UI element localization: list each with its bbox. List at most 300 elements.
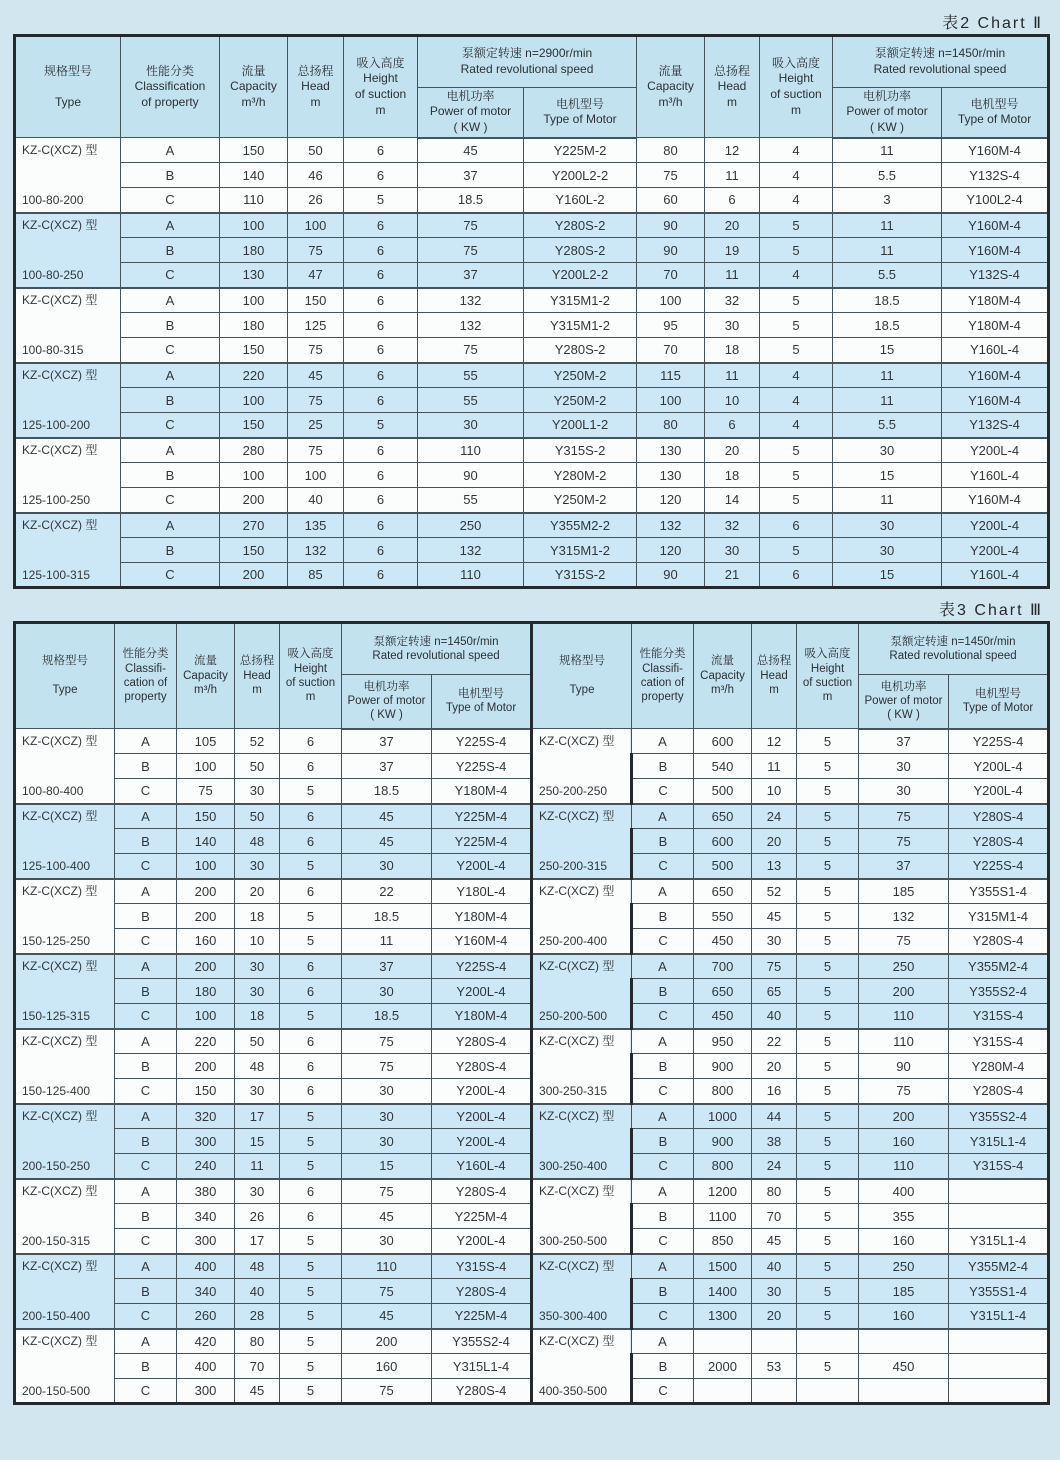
class-cell: A <box>632 1029 694 1054</box>
class-cell: B <box>632 979 694 1004</box>
spec-cell: 30 <box>342 1104 432 1129</box>
pump-model-line: 100-80-315 <box>22 342 84 357</box>
pump-model-cell <box>15 1179 115 1254</box>
spec-cell: Y160M-4 <box>942 363 1049 388</box>
class-cell: C <box>121 188 220 213</box>
spec-cell: Y200L-4 <box>942 538 1049 563</box>
class-cell: A <box>632 954 694 979</box>
spec-cell: 5 <box>797 1179 859 1204</box>
spec-cell: 22 <box>342 879 432 904</box>
spec-cell: 30 <box>235 954 280 979</box>
class-cell: C <box>121 563 220 588</box>
spec-cell: 6 <box>344 263 418 288</box>
spec-cell: 450 <box>694 1004 752 1029</box>
header-rated-speed-1450: 泵额定转速 n=1450r/min Rated revolutional speed <box>859 623 1049 675</box>
spec-cell: 150 <box>220 538 288 563</box>
spec-cell: Y225M-4 <box>432 804 532 829</box>
class-cell: B <box>115 904 177 929</box>
header-suction-height: 吸入高度 Height of suction m <box>280 623 342 729</box>
class-cell: A <box>121 213 220 238</box>
spec-cell: 30 <box>752 929 797 954</box>
spec-cell: 6 <box>344 313 418 338</box>
header-motor-type: 电机型号 Type of Motor <box>524 88 637 138</box>
spec-cell: Y180M-4 <box>432 779 532 804</box>
header-rated-speed-1450: 泵额定转速 n=1450r/min Rated revolutional speed <box>342 623 532 675</box>
spec-row <box>15 1029 1049 1054</box>
spec-cell: 20 <box>235 879 280 904</box>
spec-cell: 32 <box>705 288 760 313</box>
pump-model-line: 200-150-315 <box>22 1233 91 1248</box>
spec-cell: 6 <box>344 388 418 413</box>
spec-row <box>15 513 1049 538</box>
spec-cell: Y200L-4 <box>432 1229 532 1254</box>
spec-cell: 45 <box>752 904 797 929</box>
spec-cell: 180 <box>177 979 235 1004</box>
spec-cell: 100 <box>220 463 288 488</box>
spec-cell: 185 <box>859 879 949 904</box>
spec-cell: 150 <box>177 804 235 829</box>
spec-cell: 850 <box>694 1229 752 1254</box>
spec-cell: Y355S2-4 <box>949 1104 1049 1129</box>
spec-cell: 200 <box>177 904 235 929</box>
spec-cell: 22 <box>752 1029 797 1054</box>
spec-row <box>15 1254 1049 1279</box>
spec-cell: 75 <box>859 804 949 829</box>
spec-cell: 30 <box>833 538 942 563</box>
spec-cell: 132 <box>418 538 524 563</box>
spec-cell <box>949 1379 1049 1404</box>
spec-cell: 30 <box>705 538 760 563</box>
pump-model-line: KZ-C(XCZ) 型 <box>539 733 615 748</box>
spec-cell: Y225S-4 <box>949 729 1049 754</box>
spec-cell <box>752 1379 797 1404</box>
spec-row <box>15 263 1049 288</box>
spec-cell: Y355M2-4 <box>949 1254 1049 1279</box>
spec-cell: 650 <box>694 879 752 904</box>
spec-cell: 5 <box>280 1329 342 1354</box>
spec-cell: Y315M1-4 <box>949 904 1049 929</box>
spec-cell: 18 <box>705 338 760 363</box>
pump-model-line: 125-100-200 <box>22 417 91 432</box>
spec-cell: 540 <box>694 754 752 779</box>
spec-cell: 50 <box>235 1029 280 1054</box>
spec-cell: Y200L2-2 <box>524 263 637 288</box>
spec-cell: 37 <box>342 954 432 979</box>
spec-cell: 75 <box>859 929 949 954</box>
spec-cell: Y280S-4 <box>949 1079 1049 1104</box>
spec-row <box>15 488 1049 513</box>
spec-cell: 70 <box>752 1204 797 1229</box>
spec-row <box>15 363 1049 388</box>
spec-cell: 5.5 <box>833 413 942 438</box>
spec-cell: 5 <box>760 288 833 313</box>
class-cell: B <box>115 754 177 779</box>
class-cell: A <box>115 954 177 979</box>
pump-model-line: 300-250-400 <box>539 1158 608 1173</box>
spec-row <box>15 729 1049 754</box>
class-cell: B <box>115 1204 177 1229</box>
spec-cell: 17 <box>235 1104 280 1129</box>
pump-model-line: KZ-C(XCZ) 型 <box>22 1034 98 1048</box>
spec-cell: 55 <box>418 363 524 388</box>
pump-model-line: KZ-C(XCZ) 型 <box>22 293 98 307</box>
spec-cell: 5 <box>280 1254 342 1279</box>
spec-cell: 5 <box>280 904 342 929</box>
spec-cell: 75 <box>418 338 524 363</box>
pump-model-line: 200-150-250 <box>22 1158 91 1173</box>
spec-cell: 185 <box>859 1279 949 1304</box>
spec-cell: 5 <box>797 829 859 854</box>
pump-model-cell <box>15 288 121 363</box>
spec-cell: 500 <box>694 854 752 879</box>
pump-model-cell <box>15 213 121 288</box>
pump-model-line: 150-125-315 <box>22 1008 91 1023</box>
spec-cell: Y315M1-2 <box>524 288 637 313</box>
spec-cell: Y200L-4 <box>949 779 1049 804</box>
pump-model-cell <box>532 954 632 1029</box>
header-rated-speed-2900: 泵额定转速 n=2900r/min Rated revolutional speed <box>418 36 637 88</box>
spec-cell: 75 <box>288 438 344 463</box>
spec-cell: 6 <box>280 979 342 1004</box>
header-motor-power: 电机功率 Power of motor ( KW ) <box>418 88 524 138</box>
spec-cell: 75 <box>752 954 797 979</box>
spec-cell: Y315L1-4 <box>949 1304 1049 1329</box>
spec-cell: 15 <box>235 1129 280 1154</box>
spec-cell: Y315L1-4 <box>949 1229 1049 1254</box>
spec-cell: Y180L-4 <box>432 879 532 904</box>
spec-cell: Y315S-4 <box>432 1254 532 1279</box>
spec-cell: 11 <box>833 363 942 388</box>
spec-cell: 5 <box>280 779 342 804</box>
spec-cell: 6 <box>344 488 418 513</box>
class-cell: B <box>632 904 694 929</box>
class-cell: A <box>115 1254 177 1279</box>
spec-cell: 15 <box>342 1154 432 1179</box>
spec-cell: 30 <box>235 1079 280 1104</box>
spec-cell: 420 <box>177 1329 235 1354</box>
pump-model-line: 100-80-400 <box>22 783 84 798</box>
spec-cell: 100 <box>220 388 288 413</box>
pump-model-line: KZ-C(XCZ) 型 <box>22 517 98 532</box>
spec-cell: 75 <box>342 1054 432 1079</box>
spec-cell: 11 <box>342 929 432 954</box>
spec-cell: 200 <box>177 954 235 979</box>
spec-cell: 70 <box>637 263 705 288</box>
spec-cell: Y180M-4 <box>942 288 1049 313</box>
spec-cell: 6 <box>344 563 418 588</box>
spec-cell: Y280S-4 <box>432 1029 532 1054</box>
spec-cell: Y355S2-4 <box>949 979 1049 1004</box>
spec-cell: 80 <box>637 413 705 438</box>
header-head: 总扬程 Head m <box>288 36 344 138</box>
spec-cell: 75 <box>288 388 344 413</box>
spec-cell: Y225M-4 <box>432 1204 532 1229</box>
spec-cell: 5 <box>280 1229 342 1254</box>
spec-cell: 130 <box>220 263 288 288</box>
header-classification: 性能分类 Classification of property <box>121 36 220 138</box>
spec-cell: 18.5 <box>342 779 432 804</box>
spec-cell: 37 <box>342 754 432 779</box>
spec-cell: Y200L-4 <box>432 979 532 1004</box>
spec-cell: 40 <box>288 488 344 513</box>
class-cell: C <box>632 929 694 954</box>
class-cell: B <box>115 1054 177 1079</box>
spec-cell: 38 <box>752 1129 797 1154</box>
class-cell: A <box>632 1254 694 1279</box>
spec-cell: 1400 <box>694 1279 752 1304</box>
spec-cell: 5 <box>280 1379 342 1404</box>
spec-row <box>15 238 1049 263</box>
spec-cell: 5 <box>760 538 833 563</box>
spec-cell: 4 <box>760 188 833 213</box>
spec-cell: 160 <box>859 1129 949 1154</box>
class-cell: A <box>632 1104 694 1129</box>
spec-cell: Y200L-4 <box>432 1129 532 1154</box>
spec-cell: 46 <box>288 163 344 188</box>
spec-cell: Y315S-4 <box>949 1004 1049 1029</box>
class-cell: C <box>115 1229 177 1254</box>
class-cell: A <box>121 288 220 313</box>
class-cell: A <box>115 804 177 829</box>
spec-cell: 53 <box>752 1354 797 1379</box>
spec-cell: 16 <box>752 1079 797 1104</box>
spec-cell: 5 <box>797 1354 859 1379</box>
pump-model-line: 250-200-500 <box>539 1008 608 1023</box>
spec-cell: 100 <box>177 1004 235 1029</box>
spec-cell: 1000 <box>694 1104 752 1129</box>
spec-cell: 110 <box>342 1254 432 1279</box>
spec-cell: 5 <box>797 1229 859 1254</box>
spec-cell: 6 <box>760 563 833 588</box>
spec-cell: 5 <box>797 1029 859 1054</box>
spec-cell: 250 <box>418 513 524 538</box>
spec-row <box>15 563 1049 588</box>
spec-cell: 150 <box>220 338 288 363</box>
header-head: 总扬程 Head m <box>752 623 797 729</box>
spec-cell: 5 <box>797 1079 859 1104</box>
spec-cell: 24 <box>752 1154 797 1179</box>
spec-cell: 11 <box>833 388 942 413</box>
spec-cell: 30 <box>342 1229 432 1254</box>
spec-cell: 100 <box>220 213 288 238</box>
spec-cell: 90 <box>637 213 705 238</box>
spec-cell <box>949 1329 1049 1354</box>
spec-cell: 18.5 <box>342 904 432 929</box>
chart3-table <box>13 621 1050 1405</box>
spec-cell: Y280S-2 <box>524 238 637 263</box>
spec-cell: Y280M-2 <box>524 463 637 488</box>
spec-cell: 6 <box>344 163 418 188</box>
class-cell: C <box>115 1379 177 1404</box>
class-cell: B <box>115 979 177 1004</box>
spec-cell: 52 <box>752 879 797 904</box>
chart3-body <box>15 729 1049 1404</box>
spec-cell: Y160M-4 <box>432 929 532 954</box>
class-cell: C <box>115 1304 177 1329</box>
spec-cell: 400 <box>177 1354 235 1379</box>
spec-cell: Y225S-4 <box>432 954 532 979</box>
spec-cell: 26 <box>288 188 344 213</box>
spec-cell: 200 <box>859 1104 949 1129</box>
spec-cell: 6 <box>280 829 342 854</box>
spec-row <box>15 413 1049 438</box>
spec-cell: 240 <box>177 1154 235 1179</box>
spec-cell: Y160M-4 <box>942 238 1049 263</box>
spec-cell: 500 <box>694 779 752 804</box>
spec-cell: Y315L1-4 <box>949 1129 1049 1154</box>
pump-model-line: 125-100-250 <box>22 492 91 507</box>
spec-cell: 340 <box>177 1204 235 1229</box>
spec-cell: Y132S-4 <box>942 413 1049 438</box>
spec-cell: 100 <box>177 754 235 779</box>
spec-cell: 140 <box>177 829 235 854</box>
spec-cell: 6 <box>280 729 342 754</box>
spec-cell: 180 <box>220 238 288 263</box>
spec-cell: 95 <box>637 313 705 338</box>
spec-cell: 18 <box>235 904 280 929</box>
spec-cell <box>752 1329 797 1354</box>
spec-row <box>15 313 1049 338</box>
pump-model-cell <box>15 1029 115 1104</box>
spec-cell: 80 <box>637 138 705 163</box>
spec-cell: 110 <box>220 188 288 213</box>
spec-cell: 5 <box>797 904 859 929</box>
spec-cell: Y315M1-2 <box>524 313 637 338</box>
spec-cell <box>694 1379 752 1404</box>
class-cell: A <box>121 363 220 388</box>
pump-model-cell <box>15 1329 115 1404</box>
spec-cell: 20 <box>752 1054 797 1079</box>
spec-cell: 800 <box>694 1154 752 1179</box>
class-cell: B <box>115 829 177 854</box>
class-cell: B <box>121 388 220 413</box>
spec-cell: 200 <box>220 563 288 588</box>
header-motor-type: 电机型号 Type of Motor <box>432 675 532 729</box>
spec-cell: 1100 <box>694 1204 752 1229</box>
pump-model-line: KZ-C(XCZ) 型 <box>22 443 98 457</box>
class-cell: A <box>632 879 694 904</box>
pump-model-line: 350-300-400 <box>539 1308 608 1323</box>
spec-cell: Y160M-4 <box>942 488 1049 513</box>
spec-cell: 150 <box>177 1079 235 1104</box>
spec-cell: Y315M1-2 <box>524 538 637 563</box>
spec-cell: 48 <box>235 1054 280 1079</box>
pump-model-cell <box>532 804 632 879</box>
spec-cell: 90 <box>859 1054 949 1079</box>
spec-cell: 5 <box>797 979 859 1004</box>
class-cell: C <box>121 263 220 288</box>
spec-cell: 6 <box>280 754 342 779</box>
header-rated-speed-1450: 泵额定转速 n=1450r/min Rated revolutional speed <box>833 36 1049 88</box>
spec-cell: 6 <box>280 1179 342 1204</box>
spec-cell: 32 <box>705 513 760 538</box>
spec-cell: 900 <box>694 1054 752 1079</box>
pump-model-line: KZ-C(XCZ) 型 <box>22 1333 98 1348</box>
spec-cell: 250 <box>859 954 949 979</box>
spec-cell: Y280S-4 <box>949 829 1049 854</box>
header-type: 规格型号 Type <box>15 36 121 138</box>
header-head: 总扬程 Head m <box>705 36 760 138</box>
spec-cell: 340 <box>177 1279 235 1304</box>
spec-cell: Y225M-4 <box>432 829 532 854</box>
spec-cell: 800 <box>694 1079 752 1104</box>
class-cell: C <box>115 854 177 879</box>
spec-cell: 5 <box>344 413 418 438</box>
spec-cell: 5 <box>280 1004 342 1029</box>
spec-cell: 5 <box>797 1004 859 1029</box>
spec-cell: Y160M-4 <box>942 388 1049 413</box>
spec-cell: 280 <box>220 438 288 463</box>
spec-cell: 18 <box>705 463 760 488</box>
spec-cell: 40 <box>235 1279 280 1304</box>
spec-cell: 132 <box>859 904 949 929</box>
spec-cell: 28 <box>235 1304 280 1329</box>
spec-cell: 450 <box>694 929 752 954</box>
spec-cell: 45 <box>752 1229 797 1254</box>
chart2-table <box>13 34 1050 589</box>
spec-cell: 5 <box>760 313 833 338</box>
spec-cell: Y160L-2 <box>524 188 637 213</box>
spec-cell: 10 <box>705 388 760 413</box>
spec-cell: Y280M-4 <box>949 1054 1049 1079</box>
spec-cell: 75 <box>342 1029 432 1054</box>
spec-cell: 400 <box>859 1179 949 1204</box>
spec-cell: 550 <box>694 904 752 929</box>
spec-cell: 75 <box>859 1079 949 1104</box>
pump-model-line: KZ-C(XCZ) 型 <box>539 1259 615 1273</box>
class-cell: B <box>115 1279 177 1304</box>
header-motor-type: 电机型号 Type of Motor <box>949 675 1049 729</box>
spec-cell: 30 <box>833 438 942 463</box>
spec-cell: 6 <box>280 804 342 829</box>
spec-cell: 600 <box>694 729 752 754</box>
spec-cell: 5 <box>797 929 859 954</box>
chart3-title: 表3 Chart Ⅲ <box>939 602 1043 619</box>
spec-cell <box>797 1379 859 1404</box>
header-classification: 性能分类 Classifi- cation of property <box>115 623 177 729</box>
spec-cell: 75 <box>859 829 949 854</box>
spec-cell: 6 <box>280 1079 342 1104</box>
spec-cell: 45 <box>342 1304 432 1329</box>
spec-cell: 250 <box>859 1254 949 1279</box>
spec-row <box>15 1329 1049 1354</box>
class-cell: B <box>115 1129 177 1154</box>
spec-cell: 26 <box>235 1204 280 1229</box>
spec-cell: Y200L-4 <box>432 1104 532 1129</box>
spec-cell: 24 <box>752 804 797 829</box>
spec-cell: 10 <box>235 929 280 954</box>
spec-cell: 132 <box>418 288 524 313</box>
pump-model-cell <box>15 438 121 513</box>
spec-cell: 200 <box>220 488 288 513</box>
spec-cell: 5 <box>280 1104 342 1129</box>
spec-row <box>15 538 1049 563</box>
spec-cell: Y315S-2 <box>524 438 637 463</box>
spec-cell <box>949 1354 1049 1379</box>
class-cell: B <box>121 463 220 488</box>
pump-model-line: KZ-C(XCZ) 型 <box>22 1109 98 1123</box>
spec-cell: 150 <box>220 138 288 163</box>
spec-cell: 15 <box>833 338 942 363</box>
spec-cell: 50 <box>235 754 280 779</box>
class-cell: B <box>632 1354 694 1379</box>
spec-cell: 18.5 <box>342 1004 432 1029</box>
spec-cell: 132 <box>637 513 705 538</box>
pump-model-line: 150-125-250 <box>22 933 91 948</box>
spec-cell: 6 <box>280 1029 342 1054</box>
spec-cell: 4 <box>760 263 833 288</box>
spec-cell: 11 <box>833 138 942 163</box>
